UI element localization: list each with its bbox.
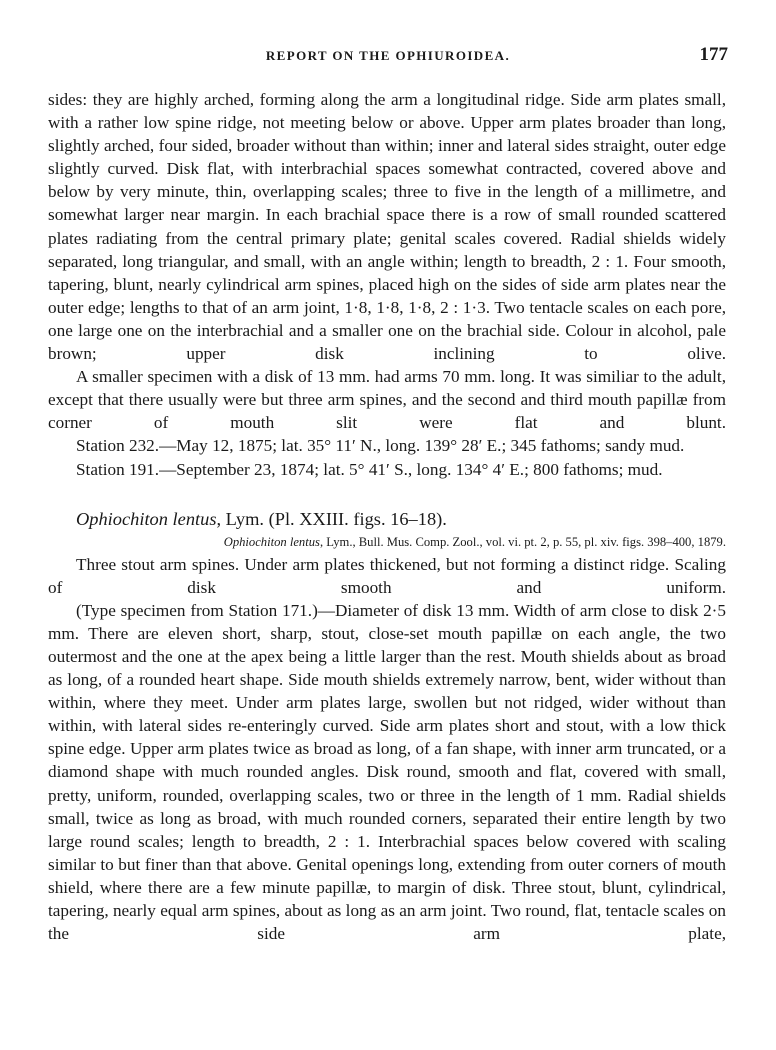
diagnosis-paragraph: Three stout arm spines. Under arm plates thickened, but not forming a distinct ridge. Scaling of disk smooth and uniform. [48,554,726,597]
running-title: REPORT ON THE OPHIUROIDEA. [265,48,511,63]
description-paragraph: sides: they are highly arched, forming along the arm a longitudinal ridge. Side arm plates small, with a rather low spine ridge, not meeting below or above. Upper arm plates broader than long, slightly arched, four sided, broader without than within; inner and lateral sides straight, outer edge slightly curved. Disk flat, with interbrachial spaces somewhat contracted, covered above and below by very minute, thin, overlapping scales; three to five in the length of a millimetre, and somewhat larger near margin. In each brachial space there is a row of small rounded scattered plates radiating from the central primary plate; genital scales covered. Radial shields widely separated, long triangular, and small, with an angle within; length to breadth, 2 : 1. Four smooth, tapering, blunt, nearly cylindrical arm spines, placed high on the sides of side arm plates near the outer edge; lengths to that of an arm joint, 1·8, 1·8, 1·8, 2 : 1·3. Two tentacle scales on each pore, one large one on the interbrachial and a smaller one on the brachial side. Colour in alcohol, pale brown; upper disk inclining to olive. [48,90,726,364]
page-number: 177 [699,44,728,65]
citation-name: Ophiochiton lentus [223,534,320,549]
station-record: Station 191.—September 23, 1874; lat. 5° 41′ S., long. 134° 4′ E.; 800 fathoms; mud. [76,459,663,479]
running-head [48,44,728,68]
species-name: Ophiochiton lentus [76,508,217,529]
species-heading [48,507,726,531]
body-text [48,88,726,945]
citation-reference: , Lym., Bull. Mus. Comp. Zool., vol. vi. pt. 2, p. 55, pl. xiv. figs. 398–400, 1879. [319,534,726,549]
station-record: Station 232.—May 12, 1875; lat. 35° 11′ N., long. 139° 28′ E.; 345 fathoms; sandy mud. [76,436,685,456]
type-specimen-paragraph: (Type specimen from Station 171.)—Diameter of disk 13 mm. Width of arm close to disk 2·5 mm. There are eleven short, sharp, stout, close-set mouth papillæ on each angle, the two outermost and the one at the apex being a little larger than the rest. Mouth shields about as broad as long, of a rounded heart shape. Side mouth shields extremely narrow, bent, wider without than within, where they meet. Under arm plates large, swollen but not ridged, wider without than within, with lateral sides re-enteringly curved. Side arm plates short and stout, with a low thick spine edge. Upper arm plates twice as broad as long, of a fan shape, with inner arm truncated, or a diamond shape with much rounded angles. Disk round, smooth and flat, covered with small, pretty, uniform, rounded, overlapping scales, two or three in the length of 1 mm. Radial shields small, twice as long as broad, with much rounded corners, separated their entire length by two large round scales; length to breadth, 2 : 1. Interbrachial spaces below covered with scaling similar to but finer than that above. Genital openings long, extending from outer corners of mouth shield, where there are a few minute papillæ, to margin of disk. Three stout, blunt, cylindrical, tapering, nearly equal arm spines, about as long as an arm joint. Two round, flat, tentacle scales on the side arm plate, [48,600,726,944]
section-gap [48,481,726,507]
species-citation [48,533,726,551]
smaller-specimen-paragraph: A smaller specimen with a disk of 13 mm. had arms 70 mm. long. It was similiar to the adult, except that there usually were but three arm spines, and the second and third mouth papillæ from corner of mouth slit were flat and blunt. [48,367,726,433]
species-authority: , Lym. (Pl. XXIII. figs. 16–18). [216,508,447,529]
